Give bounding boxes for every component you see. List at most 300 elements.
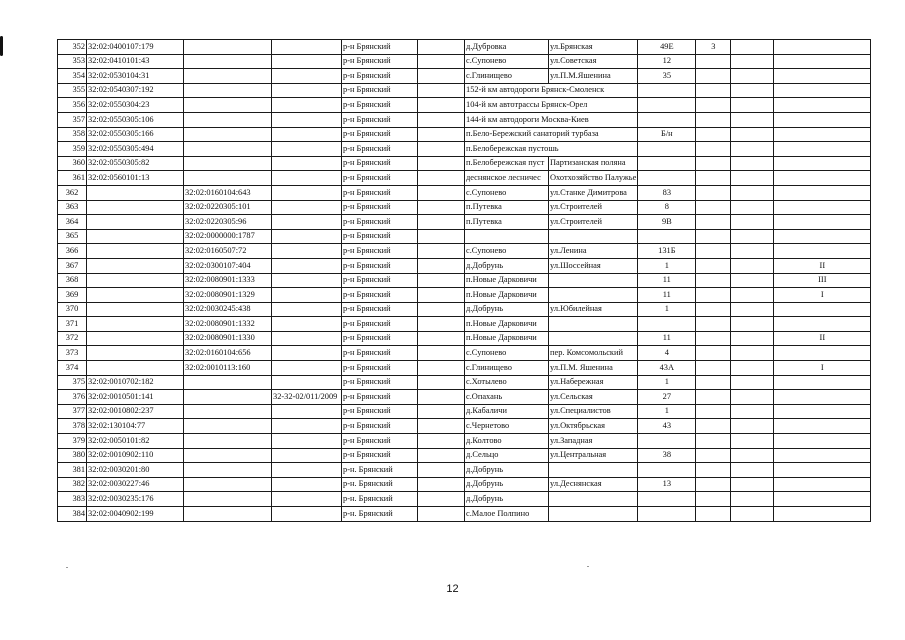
registration-number-cell [272,492,342,507]
empty-cell [418,156,465,171]
house-number-cell: 38 [638,448,696,463]
row-number-cell: 376 [58,390,87,405]
category-cell: II [774,258,871,273]
cadastral-number-cell: 32:02:0030235:176 [87,492,184,507]
extra-number-cell [696,288,731,303]
district-cell: р-н. Брянский [342,492,418,507]
cadastral-number-alt-cell [184,127,272,142]
cadastral-number-alt-cell [184,112,272,127]
registration-number-cell [272,419,342,434]
row-number-cell: 378 [58,419,87,434]
empty-cell [418,492,465,507]
empty-cell [731,361,774,376]
cadastral-number-cell: 32:02:0040902:199 [87,507,184,522]
empty-cell [731,69,774,84]
empty-cell [418,404,465,419]
extra-number-cell [696,390,731,405]
row-number-cell: 371 [58,317,87,332]
category-cell: II [774,331,871,346]
empty-cell [418,288,465,303]
registration-number-cell [272,375,342,390]
empty-cell [418,69,465,84]
empty-cell [418,185,465,200]
extra-number-cell [696,361,731,376]
category-cell [774,477,871,492]
table-row [58,54,871,69]
district-cell: р-н. Брянский [342,507,418,522]
house-number-cell: 49Е [638,40,696,55]
extra-number-cell [696,331,731,346]
house-number-cell: 13 [638,477,696,492]
table-row [58,171,871,186]
row-number-cell: 382 [58,477,87,492]
empty-cell [731,346,774,361]
street-cell [549,507,638,522]
empty-cell [418,419,465,434]
district-cell: р-н Брянский [342,288,418,303]
category-cell [774,40,871,55]
row-number-cell: 377 [58,404,87,419]
extra-number-cell [696,463,731,478]
district-cell: р-н Брянский [342,244,418,259]
locality-cell: д.Сельцо [465,448,549,463]
category-cell [774,215,871,230]
locality-cell: д.Добрунь [465,302,549,317]
empty-cell [731,375,774,390]
category-cell: I [774,288,871,303]
page-number: 12 [446,583,459,595]
category-cell [774,112,871,127]
row-number-cell: 384 [58,507,87,522]
locality-cell: с.Чернетово [465,419,549,434]
table-row [58,142,871,157]
empty-cell [418,331,465,346]
category-cell [774,317,871,332]
street-cell: ул.Сельская [549,390,638,405]
empty-cell [731,463,774,478]
cadastral-number-alt-cell [184,83,272,98]
district-cell: р-н Брянский [342,83,418,98]
cadastral-number-cell [87,244,184,259]
registration-number-cell [272,229,342,244]
cadastral-number-alt-cell [184,98,272,113]
street-cell: ул.Набережная [549,375,638,390]
category-cell [774,54,871,69]
registration-number-cell [272,171,342,186]
empty-cell [418,507,465,522]
row-number-cell: 359 [58,142,87,157]
house-number-cell: 8 [638,200,696,215]
category-cell [774,463,871,478]
scan-speck [66,567,68,568]
category-cell [774,448,871,463]
empty-cell [731,98,774,113]
empty-cell [731,215,774,230]
table-row [58,390,871,405]
cadastral-number-cell [87,258,184,273]
row-number-cell: 367 [58,258,87,273]
cadastral-number-alt-cell [184,404,272,419]
empty-cell [418,346,465,361]
row-number-cell: 380 [58,448,87,463]
locality-cell: с.Супонево [465,346,549,361]
row-number-cell: 361 [58,171,87,186]
cadastral-number-alt-cell: 32:02:0010113:160 [184,361,272,376]
empty-cell [418,434,465,449]
empty-cell [731,419,774,434]
row-number-cell: 356 [58,98,87,113]
empty-cell [418,477,465,492]
street-cell [549,463,638,478]
empty-cell [418,142,465,157]
row-number-cell: 352 [58,40,87,55]
street-cell [549,229,638,244]
cadastral-number-cell [87,288,184,303]
category-cell [774,142,871,157]
empty-cell [418,390,465,405]
district-cell: р-н Брянский [342,331,418,346]
cadastral-number-cell: 32:02:0540307:192 [87,83,184,98]
extra-number-cell [696,346,731,361]
house-number-cell [638,492,696,507]
table-row [58,331,871,346]
house-number-cell: 11 [638,331,696,346]
extra-number-cell [696,302,731,317]
extra-number-cell [696,171,731,186]
district-cell: р-н Брянский [342,390,418,405]
street-cell: ул.Брянская [549,40,638,55]
cadastral-number-alt-cell [184,419,272,434]
district-cell: р-н Брянский [342,54,418,69]
district-cell: р-н Брянский [342,98,418,113]
locality-cell: с.Глинищево [465,361,549,376]
cadastral-number-cell: 32:02:0530104:31 [87,69,184,84]
empty-cell [418,127,465,142]
locality-cell: п.Путевка [465,200,549,215]
locality-cell: с.Малое Полпино [465,507,549,522]
locality-cell: п.Бело-Бережский санаторий турбаза [465,127,638,142]
street-cell: ул.Специалистов [549,404,638,419]
table-row [58,215,871,230]
cadastral-number-cell [87,302,184,317]
street-cell: ул.Октябрьская [549,419,638,434]
extra-number-cell [696,112,731,127]
table-row [58,244,871,259]
street-cell: ул.Западная [549,434,638,449]
street-cell: ул.Строителей [549,200,638,215]
row-number-cell: 379 [58,434,87,449]
extra-number-cell [696,273,731,288]
cadastral-number-alt-cell: 32:02:0300107:404 [184,258,272,273]
row-number-cell: 353 [58,54,87,69]
street-cell: ул.Деснянская [549,477,638,492]
row-number-cell: 368 [58,273,87,288]
cadastral-number-cell: 32:02:0560101:13 [87,171,184,186]
house-number-cell: 35 [638,69,696,84]
cadastral-number-alt-cell: 32:02:0160104:643 [184,185,272,200]
house-number-cell: 9В [638,215,696,230]
category-cell [774,419,871,434]
table-row [58,361,871,376]
cadastral-number-cell [87,229,184,244]
registration-number-cell [272,127,342,142]
house-number-cell [638,156,696,171]
registration-number-cell [272,112,342,127]
cadastral-number-cell: 32:02:0010702:182 [87,375,184,390]
category-cell [774,156,871,171]
empty-cell [731,331,774,346]
empty-cell [731,112,774,127]
cadastral-number-alt-cell: 32:02:0080901:1333 [184,273,272,288]
registration-number-cell [272,142,342,157]
table-row [58,477,871,492]
locality-cell: 152-й км автодороги Брянск-Смоленск [465,83,638,98]
row-number-cell: 373 [58,346,87,361]
table-row [58,273,871,288]
cadastral-number-cell: 32:02:0050101:82 [87,434,184,449]
table-row [58,317,871,332]
table-row [58,302,871,317]
house-number-cell [638,171,696,186]
empty-cell [418,171,465,186]
registration-number-cell: 32-32-02/011/2009 [272,390,342,405]
locality-cell: п.Новые Дарковичи [465,273,549,288]
empty-cell [731,288,774,303]
house-number-cell: 83 [638,185,696,200]
category-cell: III [774,273,871,288]
category-cell [774,127,871,142]
house-number-cell: 1 [638,375,696,390]
category-cell [774,404,871,419]
district-cell: р-н. Брянский [342,477,418,492]
district-cell: р-н Брянский [342,258,418,273]
registration-number-cell [272,317,342,332]
category-cell [774,83,871,98]
registration-number-cell [272,288,342,303]
category-cell: I [774,361,871,376]
cadastral-number-alt-cell: 32:02:0080901:1332 [184,317,272,332]
table-row [58,375,871,390]
house-number-cell: 43 [638,419,696,434]
registration-number-cell [272,40,342,55]
cadastral-number-alt-cell [184,40,272,55]
empty-cell [418,244,465,259]
extra-number-cell [696,127,731,142]
locality-cell: с.Супонево [465,54,549,69]
street-cell [549,492,638,507]
house-number-cell: 27 [638,390,696,405]
table-row [58,40,871,55]
empty-cell [731,317,774,332]
empty-cell [731,54,774,69]
table-row [58,288,871,303]
cadastral-number-cell [87,185,184,200]
empty-cell [731,273,774,288]
category-cell [774,346,871,361]
category-cell [774,200,871,215]
street-cell: Партизанская поляна [549,156,638,171]
extra-number-cell [696,83,731,98]
empty-cell [418,54,465,69]
category-cell [774,302,871,317]
category-cell [774,244,871,259]
district-cell: р-н Брянский [342,346,418,361]
cadastral-number-alt-cell [184,507,272,522]
registration-number-cell [272,69,342,84]
table-row [58,404,871,419]
cadastral-number-alt-cell: 32:02:0000000:1787 [184,229,272,244]
house-number-cell: 11 [638,288,696,303]
locality-cell: с.Супонево [465,185,549,200]
category-cell [774,492,871,507]
cadastral-number-alt-cell [184,434,272,449]
locality-cell: д.Добрунь [465,258,549,273]
empty-cell [418,375,465,390]
street-cell [549,317,638,332]
row-number-cell: 381 [58,463,87,478]
empty-cell [731,258,774,273]
row-number-cell: 362 [58,185,87,200]
row-number-cell: 374 [58,361,87,376]
cadastral-number-alt-cell: 32:02:0220305:96 [184,215,272,230]
street-cell: ул.Советская [549,54,638,69]
cadastral-number-cell [87,361,184,376]
registration-number-cell [272,244,342,259]
registration-number-cell [272,404,342,419]
row-number-cell: 355 [58,83,87,98]
category-cell [774,375,871,390]
locality-cell: 104-й км автотрассы Брянск-Орел [465,98,638,113]
table-row [58,258,871,273]
house-number-cell [638,463,696,478]
extra-number-cell: 3 [696,40,731,55]
cadastral-number-cell: 32:02:0030201:80 [87,463,184,478]
district-cell: р-н Брянский [342,361,418,376]
empty-cell [731,185,774,200]
registration-number-cell [272,448,342,463]
locality-cell: деснянское лесничес [465,171,549,186]
house-number-cell [638,98,696,113]
cadastral-number-alt-cell [184,375,272,390]
district-cell: р-н Брянский [342,302,418,317]
registration-number-cell [272,273,342,288]
district-cell: р-н Брянский [342,317,418,332]
registration-number-cell [272,83,342,98]
table-row [58,419,871,434]
cadastral-number-alt-cell [184,390,272,405]
row-number-cell: 366 [58,244,87,259]
registration-number-cell [272,331,342,346]
row-number-cell: 357 [58,112,87,127]
empty-cell [731,156,774,171]
empty-cell [418,317,465,332]
extra-number-cell [696,142,731,157]
category-cell [774,185,871,200]
registration-number-cell [272,463,342,478]
empty-cell [418,229,465,244]
empty-cell [418,83,465,98]
extra-number-cell [696,375,731,390]
registration-number-cell [272,302,342,317]
empty-cell [418,98,465,113]
house-number-cell: 12 [638,54,696,69]
table-row [58,83,871,98]
row-number-cell: 370 [58,302,87,317]
district-cell: р-н Брянский [342,404,418,419]
table-row [58,507,871,522]
street-cell: ул.П.М. Яшенина [549,361,638,376]
cadastral-number-alt-cell [184,492,272,507]
street-cell: пер. Комсомольский [549,346,638,361]
extra-number-cell [696,258,731,273]
registration-number-cell [272,156,342,171]
extra-number-cell [696,419,731,434]
empty-cell [731,83,774,98]
house-number-cell [638,229,696,244]
extra-number-cell [696,98,731,113]
empty-cell [418,215,465,230]
locality-cell: д.Кабаличи [465,404,549,419]
empty-cell [731,244,774,259]
row-number-cell: 360 [58,156,87,171]
registration-number-cell [272,361,342,376]
table-row [58,200,871,215]
cadastral-number-alt-cell [184,448,272,463]
property-register-table [57,39,871,522]
district-cell: р-н Брянский [342,69,418,84]
empty-cell [731,404,774,419]
table-row [58,69,871,84]
empty-cell [418,361,465,376]
house-number-cell: 1 [638,258,696,273]
extra-number-cell [696,229,731,244]
district-cell: р-н Брянский [342,142,418,157]
locality-cell: д.Колтово [465,434,549,449]
cadastral-number-alt-cell [184,156,272,171]
empty-cell [731,142,774,157]
locality-cell: п.Новые Дарковичи [465,317,549,332]
district-cell: р-н Брянский [342,112,418,127]
cadastral-number-cell [87,200,184,215]
row-number-cell: 369 [58,288,87,303]
empty-cell [418,258,465,273]
street-cell [549,288,638,303]
empty-cell [731,477,774,492]
row-number-cell: 383 [58,492,87,507]
district-cell: р-н Брянский [342,40,418,55]
street-cell: ул.Шоссейная [549,258,638,273]
registration-number-cell [272,54,342,69]
empty-cell [418,463,465,478]
extra-number-cell [696,215,731,230]
row-number-cell: 354 [58,69,87,84]
scan-binder-mark [0,36,3,56]
locality-cell: с.Хотылево [465,375,549,390]
locality-cell: с.Опахань [465,390,549,405]
register-rows [58,40,871,522]
registration-number-cell [272,507,342,522]
cadastral-number-cell: 32:02:0550305:494 [87,142,184,157]
district-cell: р-н Брянский [342,434,418,449]
empty-cell [731,302,774,317]
district-cell: р-н Брянский [342,185,418,200]
street-cell: ул.Станке Димитрова [549,185,638,200]
district-cell: р-н Брянский [342,127,418,142]
cadastral-number-alt-cell: 32:02:0220305:101 [184,200,272,215]
registration-number-cell [272,215,342,230]
table-row [58,492,871,507]
street-cell: ул.Юбилейная [549,302,638,317]
